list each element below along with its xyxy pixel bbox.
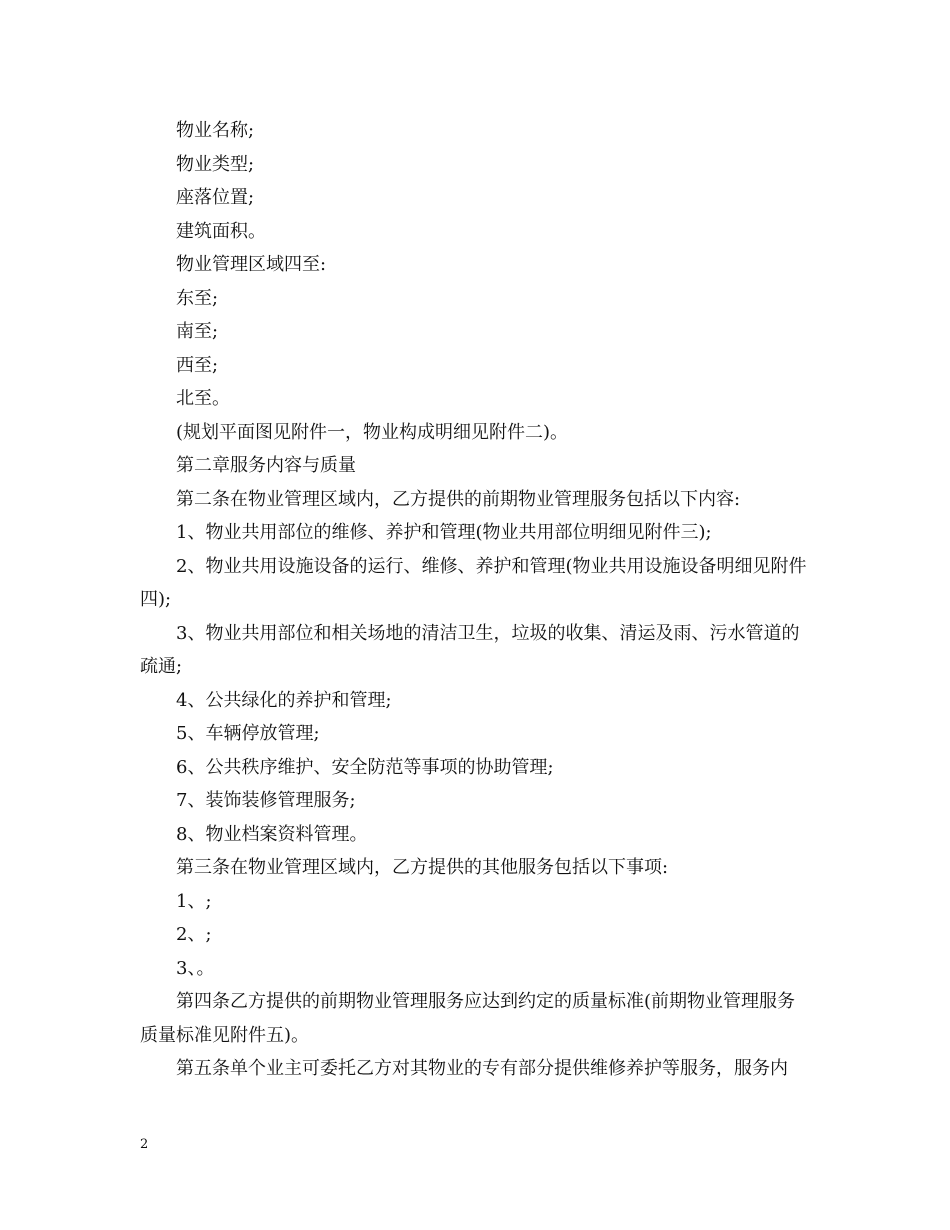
article-2-item-7: 7、装饰装修管理服务; <box>176 790 356 811</box>
article-2-item-3: 3、物业共用部位和相关场地的清洁卫生，垃圾的收集、清运及雨、污水管道的疏通; <box>140 622 800 677</box>
paragraph-boundaries: 物业管理区域四至: <box>176 254 327 275</box>
article-2-item-1: 1、物业共用部位的维修、养护和管理(物业共用部位明细见附件三); <box>176 522 712 543</box>
article-2-item-4: 4、公共绿化的养护和管理; <box>176 689 392 711</box>
chapter-heading: 第二章服务内容与质量 <box>176 455 356 476</box>
article-3-item-2: 2、; <box>176 924 212 945</box>
document-body <box>140 114 812 1086</box>
paragraph-west: 西至; <box>176 354 219 376</box>
paragraph-south: 南至; <box>176 321 219 342</box>
page-number: 2 <box>140 1137 149 1152</box>
article-2: 第二条在物业管理区域内，乙方提供的前期物业管理服务包括以下内容: <box>176 488 741 510</box>
article-3-item-3: 3、。 <box>176 957 215 979</box>
article-2-item-2: 2、物业共用设施设备的运行、维修、养护和管理(物业共用设施设备明细见附件四); <box>140 555 807 610</box>
paragraph-building-area: 建筑面积。 <box>176 220 266 242</box>
paragraph-property-type: 物业类型; <box>176 153 255 175</box>
paragraph-east: 东至; <box>176 287 219 309</box>
paragraph-attachment-note: (规划平面图见附件一，物业构成明细见附件二)。 <box>176 421 569 443</box>
paragraph-north: 北至。 <box>176 388 230 409</box>
paragraph-property-name: 物业名称; <box>176 120 255 141</box>
article-4: 第四条乙方提供的前期物业管理服务应达到约定的质量标准(前期物业管理服务质量标准见附件五)。 <box>140 991 796 1046</box>
article-3-item-1: 1、; <box>176 890 212 912</box>
paragraph-location: 座落位置; <box>176 187 255 208</box>
article-2-item-8: 8、物业档案资料管理。 <box>176 823 368 845</box>
article-5: 第五条单个业主可委托乙方对其物业的专有部分提供维修养护等服务，服务内 <box>176 1058 788 1079</box>
article-3: 第三条在物业管理区域内，乙方提供的其他服务包括以下事项: <box>176 857 669 878</box>
article-2-item-5: 5、车辆停放管理; <box>176 723 320 744</box>
article-2-item-6: 6、公共秩序维护、安全防范等事项的协助管理; <box>176 756 554 778</box>
